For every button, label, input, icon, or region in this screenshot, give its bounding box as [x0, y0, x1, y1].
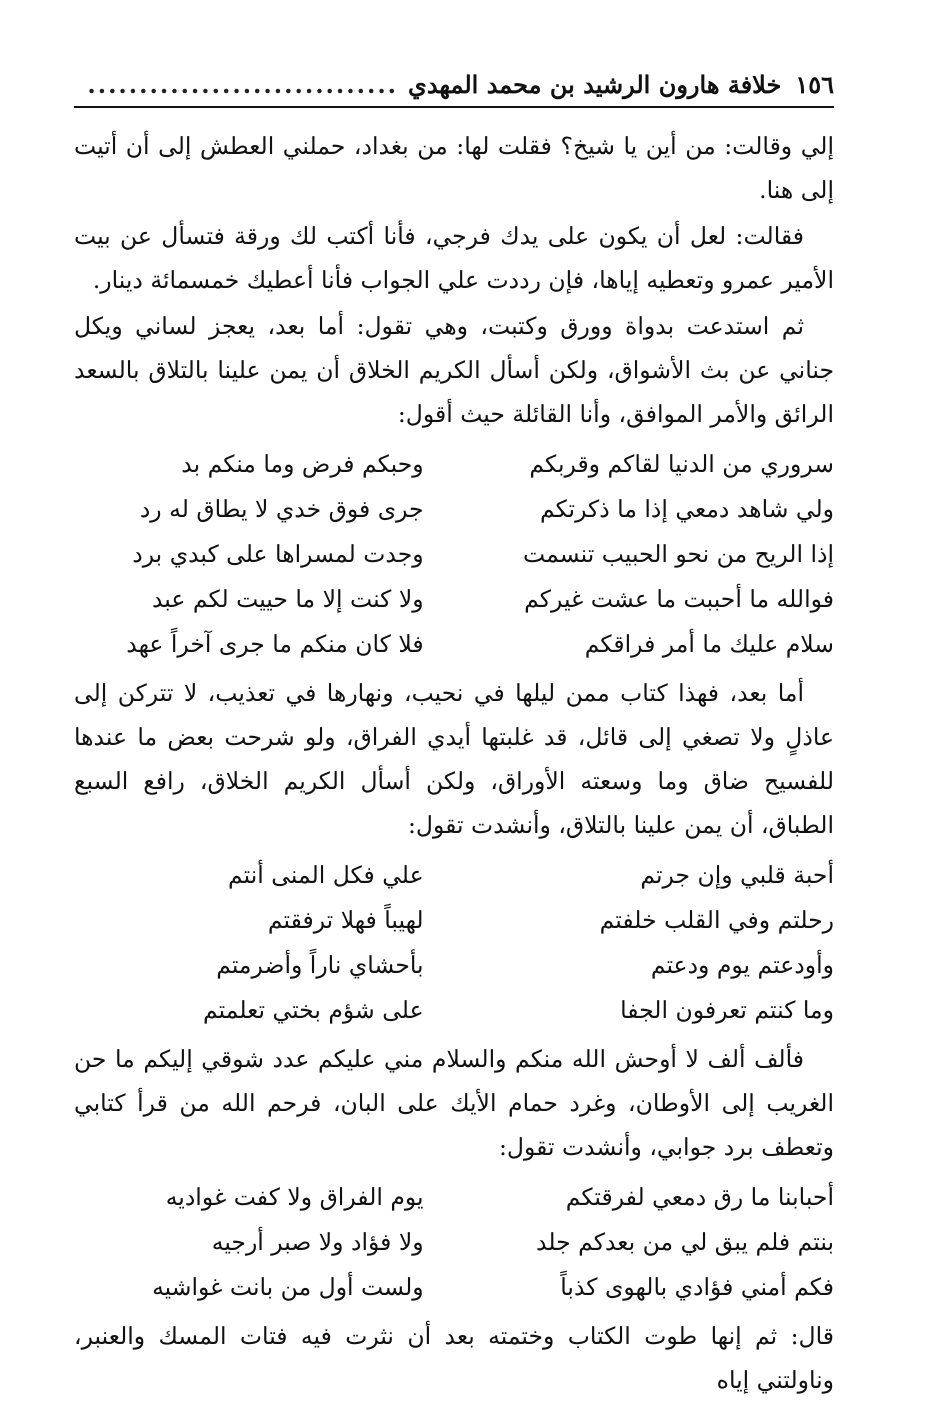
poem-verse: [74, 1175, 834, 1220]
verse-first-hemistich: أحبة قلبي وإن جرتم: [640, 861, 834, 889]
running-title: خلافة هارون الرشيد بن محمد المهدي: [408, 69, 782, 99]
poem-verse: [74, 943, 834, 988]
verse-second-hemistich: لهيباً فهلا ترفقتم: [267, 906, 424, 934]
verse-first-hemistich: فوالله ما أحببت ما عشت غيركم: [524, 585, 834, 613]
verse-second-hemistich: فلا كان منكم ما جرى آخراً عهد: [126, 630, 424, 658]
verse-second-hemistich: وحبكم فرض وما منكم بد: [181, 450, 424, 478]
poem-verse: [74, 1220, 834, 1265]
verse-second-hemistich: بأحشاي ناراً وأضرمتم: [216, 951, 424, 979]
poem: [74, 1175, 834, 1310]
page-header: [74, 62, 834, 108]
verse-second-hemistich: يوم الفراق ولا كفت غواديه: [165, 1183, 424, 1211]
verse-first-hemistich: أحبابنا ما رق دمعي لفرقتكم: [565, 1183, 834, 1211]
poem-verse: [74, 487, 834, 532]
paragraph: أما بعد، فهذا كتاب ممن ليلها في نحيب، ونهارها في تعذيب، لا تتركن إلى عاذلٍ ولا تصغي إلى قائل، قد غلبتها أيدي الفراق، ولو شرحت بعض ما عندها للفسيح ضاق وما وسعته الأوراق، ولكن أسأل الكريم الخلاق، رافع السبع الطباق، أن يمن علينا بالتلاق، وأنشدت تقول:: [74, 679, 834, 839]
paragraph: فقالت: لعل أن يكون على يدك فرجي، فأنا أكتب لك ورقة فتسأل عن بيت الأمير عمرو وتعطيه إياها، فإن رددت علي الجواب فأنا أعطيك خمسمائة دينار.: [74, 222, 834, 294]
poem-verse: [74, 532, 834, 577]
verse-second-hemistich: ولا كنت إلا ما حييت لكم عبد: [151, 585, 424, 613]
poem-verse: [74, 622, 834, 667]
paragraph: إلي وقالت: من أين يا شيخ؟ فقلت لها: من بغداد، حملني العطش إلى أن أتيت إلى هنا.: [74, 132, 834, 204]
poem: [74, 853, 834, 1033]
verse-first-hemistich: سلام عليك ما أمر فراقكم: [584, 630, 834, 658]
verse-second-hemistich: ولست أول من بانت غواشيه: [152, 1273, 424, 1301]
poem-verse: [74, 577, 834, 622]
verse-first-hemistich: إذا الريح من نحو الحبيب تنسمت: [523, 540, 834, 568]
paragraph: فألف ألف لا أوحش الله منكم والسلام مني عليكم عدد شوقي إليكم ما حن الغريب إلى الأوطان، وغرد حمام الأيك على البان، فرحم الله من قرأ كتابي وتعطف برد جوابي، وأنشدت تقول:: [74, 1045, 834, 1161]
verse-first-hemistich: ولي شاهد دمعي إذا ما ذكرتكم: [539, 495, 834, 523]
verse-first-hemistich: رحلتم وفي القلب خلفتم: [599, 906, 834, 934]
page-number: ١٥٦: [795, 69, 834, 99]
paragraph: ثم استدعت بدواة وورق وكتبت، وهي تقول: أما بعد، يعجز لساني ويكل جناني عن بث الأشواق، ولكن أسأل الكريم الخلاق أن يمن علينا بالتلاق بالسعد الرائق والأمر الموافق، وأنا القائلة حيث أقول:: [74, 312, 834, 428]
verse-first-hemistich: بنتم فلم يبق لي من بعدكم جلد: [536, 1228, 834, 1256]
verse-second-hemistich: وجدت لمسراها على كبدي برد: [132, 540, 424, 568]
poem-verse: [74, 898, 834, 943]
verse-first-hemistich: فكم أمني فؤادي بالهوى كذباً: [560, 1273, 834, 1301]
poem-verse: [74, 853, 834, 898]
verse-second-hemistich: علي فكل المنى أنتم: [228, 861, 424, 889]
verse-second-hemistich: ولا فؤاد ولا صبر أرجيه: [211, 1228, 424, 1256]
verse-first-hemistich: وأودعتم يوم ودعتم: [650, 951, 834, 979]
verse-second-hemistich: جرى فوق خدي لا يطاق له رد: [139, 495, 424, 523]
verse-first-hemistich: وما كنتم تعرفون الجفا: [620, 996, 834, 1024]
page-body: [74, 124, 834, 1402]
verse-second-hemistich: على شؤم بختي تعلمتم: [203, 996, 424, 1024]
header-dots-divider: [84, 70, 398, 99]
poem-verse: [74, 1265, 834, 1310]
poem-verse: [74, 442, 834, 487]
paragraph: قال: ثم إنها طوت الكتاب وختمته بعد أن نثرت فيه فتات المسك والعنبر، وناولتني إياه: [74, 1322, 834, 1394]
poem: [74, 442, 834, 667]
verse-first-hemistich: سروري من الدنيا لقاكم وقربكم: [529, 450, 834, 478]
poem-verse: [74, 988, 834, 1033]
